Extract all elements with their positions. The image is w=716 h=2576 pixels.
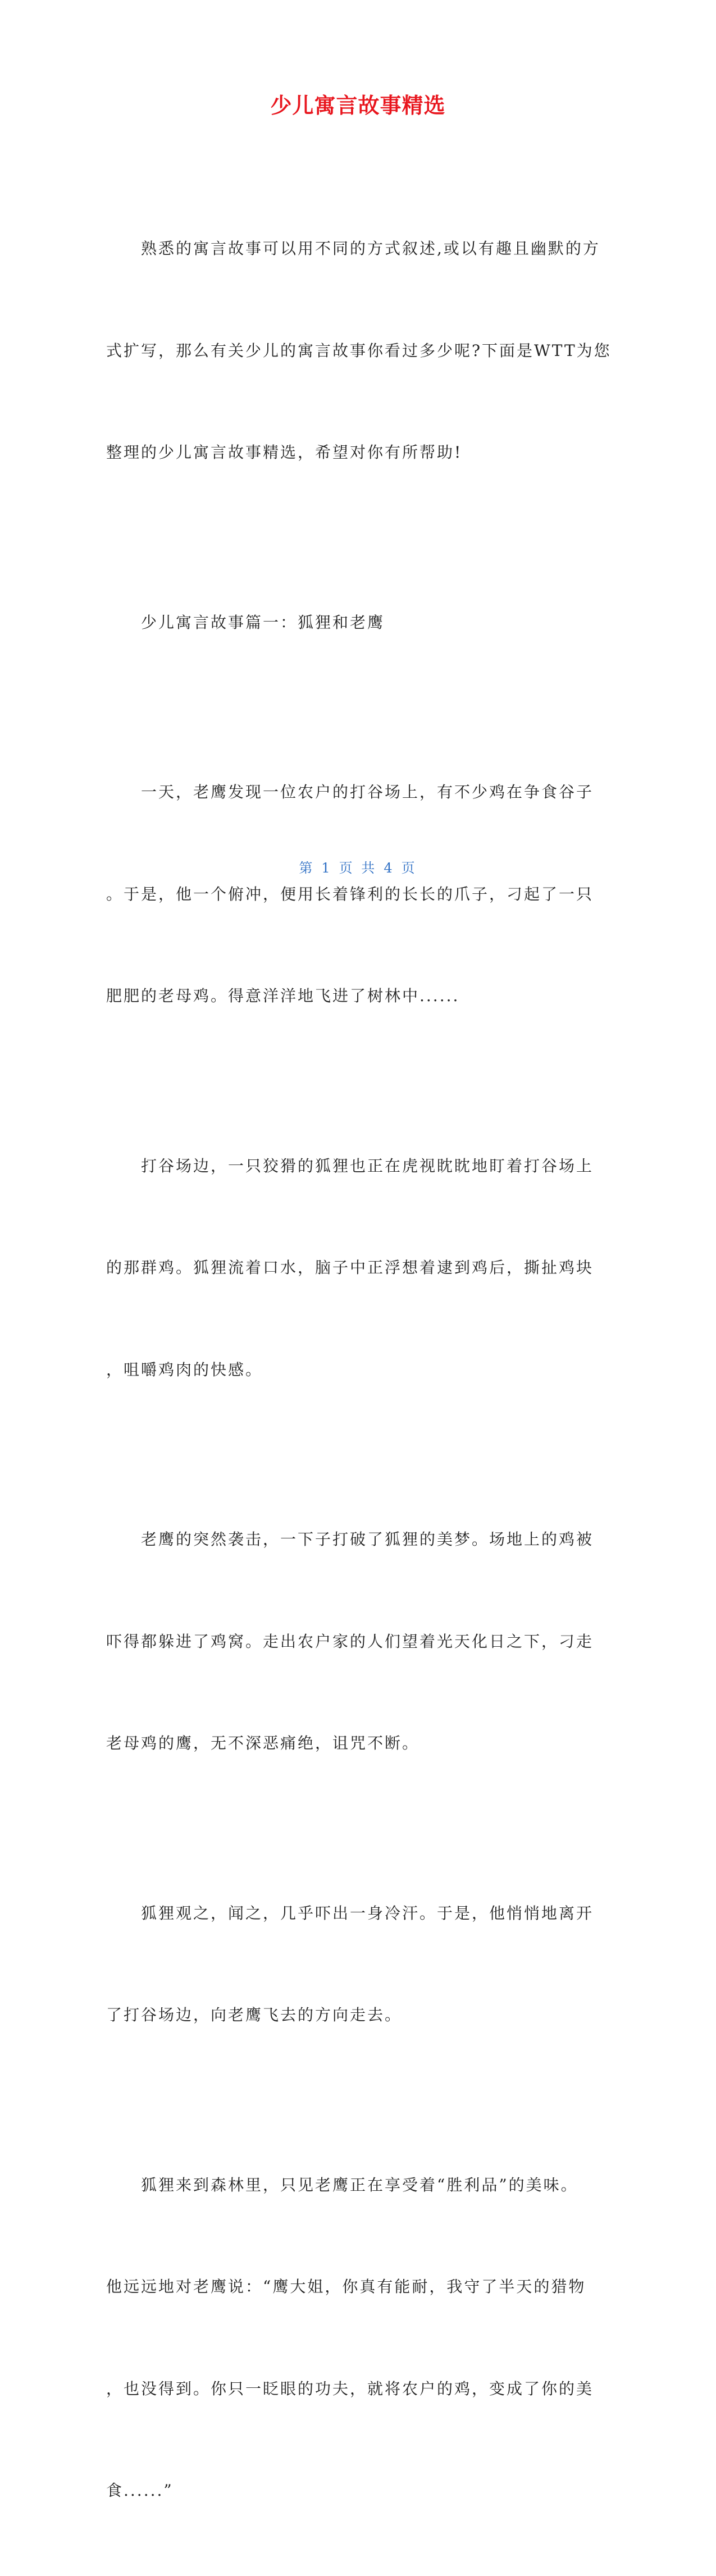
paragraph-section-heading [106,538,600,708]
paragraph-story [106,1081,600,1455]
text-line: 打谷场边，一只狡猾的狐狸也正在虎视眈眈地盯着打谷场上 [141,1156,594,1175]
page-number-footer [0,859,716,877]
text-line: 狐狸来到森林里，只见老鹰正在享受着“胜利品”的美味。 [141,2175,578,2194]
section-heading: 少儿寓言故事篇一：狐狸和老鹰 [141,613,385,632]
text-line: 食......” [106,2481,174,2500]
paragraph-story [106,1455,600,1829]
document-body [106,164,612,2576]
paragraph-intro [106,164,612,538]
text-line: 吓得都躲进了鸡窝。走出农户家的人们望着光天化日之下，刁走 [106,1632,594,1651]
text-line: 。于是，他一个俯冲，便用长着锋利的长长的爪子，刁起了一只 [106,884,594,903]
text-line: ，咀嚼鸡肉的快感。 [106,1360,263,1379]
text-line: 一天，老鹰发现一位农户的打谷场上，有不少鸡在争食谷子 [141,783,594,801]
text-line: 式扩写，那么有关少儿的寓言故事你看过多少呢?下面是WTT为您 [106,341,612,360]
current-page-number: 1 [321,860,332,876]
text-line: 他远远地对老鹰说：“鹰大姐，你真有能耐，我守了半天的猎物 [106,2277,586,2296]
text-line: 狐狸观之，闻之，几乎吓出一身冷汗。于是，他悄悄地离开 [141,1903,594,1922]
text-line: 老鹰的突然袭击，一下子打破了狐狸的美梦。场地上的鸡被 [141,1530,594,1549]
paragraph-story [106,2100,600,2576]
page-label-mid: 页 共 [339,860,377,876]
text-line: 肥肥的老母鸡。得意洋洋地飞进了树林中...... [106,986,460,1005]
paragraph-story [106,1829,600,2100]
text-line: 整理的少儿寓言故事精选，希望对你有所帮助! [106,443,463,462]
text-line: 了打谷场边，向老鹰飞去的方向走去。 [106,2006,403,2024]
page-label-prefix: 第 [299,860,315,876]
total-page-count: 4 [384,860,395,876]
text-line: 老母鸡的鹰，无不深恶痛绝，诅咒不断。 [106,1734,420,1752]
text-line: 的那群鸡。狐狸流着口水，脑子中正浮想着逮到鸡后，撕扯鸡块 [106,1258,594,1277]
text-line: 熟悉的寓言故事可以用不同的方式叙述,或以有趣且幽默的方 [141,239,600,258]
paragraph-story [106,707,600,1081]
text-line: ，也没得到。你只一眨眼的功夫，就将农户的鸡，变成了你的美 [106,2379,594,2398]
document-title: 少儿寓言故事精选 [270,93,446,118]
page-label-suffix: 页 [401,860,417,876]
